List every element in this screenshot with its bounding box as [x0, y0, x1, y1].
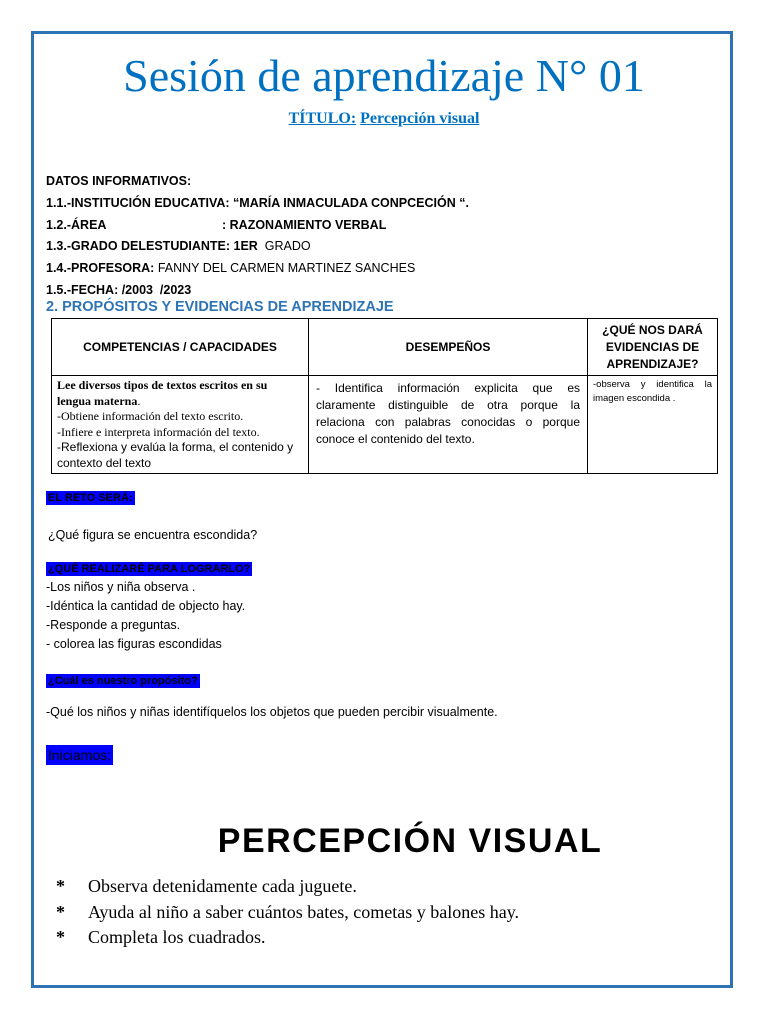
asterisk-icon: * — [56, 902, 65, 922]
evidencias-cell: -observa y identifica la imagen escondida . — [588, 376, 718, 474]
activity-item-text: Ayuda al niño a saber cuántos bates, cometas y balones hay. — [88, 902, 520, 922]
activity-title: PERCEPCIÓN VISUAL — [217, 822, 603, 860]
datos-fecha: 1.5.-FECHA: /2003 /2023 — [46, 283, 192, 297]
datos-institucion: 1.1.-INSTITUCIÓN EDUCATIVA: “MARÍA INMACULADA CONPCECIÓN “. — [46, 196, 469, 210]
datos-grado — [46, 238, 311, 254]
list-item: - colorea las figuras escondidas — [46, 637, 222, 651]
activity-item-text: Observa detenidamente cada juguete. — [88, 876, 357, 896]
purpose-table — [51, 318, 718, 474]
list-item: -Idéntica la cantidad de objecto hay. — [46, 599, 246, 613]
datos-area-value: : RAZONAMIENTO VERBAL — [222, 218, 387, 232]
section-heading: 2. PROPÓSITOS Y EVIDENCIAS DE APRENDIZAJE — [46, 299, 394, 315]
table-header: ¿QUÉ NOS DARÁ EVIDENCIAS DE APRENDIZAJE? — [588, 319, 718, 376]
reto-question: ¿Qué figura se encuentra escondida? — [48, 528, 258, 542]
datos-heading: DATOS INFORMATIVOS: — [46, 174, 192, 188]
profesora-label: 1.4.-PROFESORA: — [46, 261, 155, 275]
proposito-text: -Qué los niños y niñas identifíquelos los objetos que pueden percibir visualmente. — [46, 705, 498, 719]
subtitle-label: TÍTULO: — [288, 110, 357, 127]
grado-value: 1ER — [230, 239, 258, 253]
competencias-cell: Lee diversos tipos de textos escritos en su lengua materna. -Obtiene información del texto escrito. -Infiere e interpreta información del texto. -Reflexiona y evalúa la forma, el contenido y contexto del texto — [52, 376, 309, 474]
profesora-value: FANNY DEL CARMEN MARTINEZ SANCHES — [154, 261, 416, 275]
asterisk-icon: * — [56, 876, 65, 896]
iniciamos-label: Iniciamos: — [48, 747, 112, 763]
competencia-title: Lee diversos tipos de textos escritos en su lengua materna — [57, 378, 268, 408]
realizare-label: ¿QUÉ REALIZARÉ PARA LOGRARLO? — [48, 563, 251, 575]
list-item: -Responde a preguntas. — [46, 618, 181, 632]
capacidad-line: -Reflexiona y evalúa la forma, el contenido y contexto del texto — [57, 440, 294, 470]
page-subtitle — [0, 110, 768, 128]
table-header: DESEMPEÑOS — [309, 319, 588, 376]
desempenos-cell: - Identifica información explicita que es claramente distinguible de otra porque la relaciona con palabras conocidas o porque conoce el contenido del texto. — [309, 376, 588, 474]
datos-profesora — [46, 260, 415, 276]
list-item: -Los niños y niña observa . — [46, 580, 196, 594]
grado-suffix: GRADO — [257, 239, 311, 253]
table-row — [52, 376, 718, 474]
activity-item-text: Completa los cuadrados. — [88, 927, 266, 947]
table-header-row — [52, 319, 718, 376]
activity-item — [56, 902, 519, 923]
proposito-label: ¿Cuál es nuestro propósito? — [48, 675, 198, 687]
realizare-list — [46, 578, 245, 654]
table-header: COMPETENCIAS / CAPACIDADES — [52, 319, 309, 376]
datos-area-label: 1.2.-ÁREA — [46, 218, 107, 232]
page-title: Sesión de aprendizaje N° 01 — [123, 50, 645, 101]
capacidad-line: -Infiere e interpreta información del texto. — [57, 424, 260, 439]
activity-item — [56, 927, 265, 948]
activity-item — [56, 876, 357, 897]
subtitle-value: Percepción visual — [360, 110, 480, 127]
reto-label: EL RETO SERÁ: — [48, 492, 133, 504]
grado-label: 1.3.-GRADO DELESTUDIANTE: — [46, 239, 231, 253]
capacidad-line: -Obtiene información del texto escrito. — [57, 409, 244, 423]
asterisk-icon: * — [56, 927, 65, 947]
